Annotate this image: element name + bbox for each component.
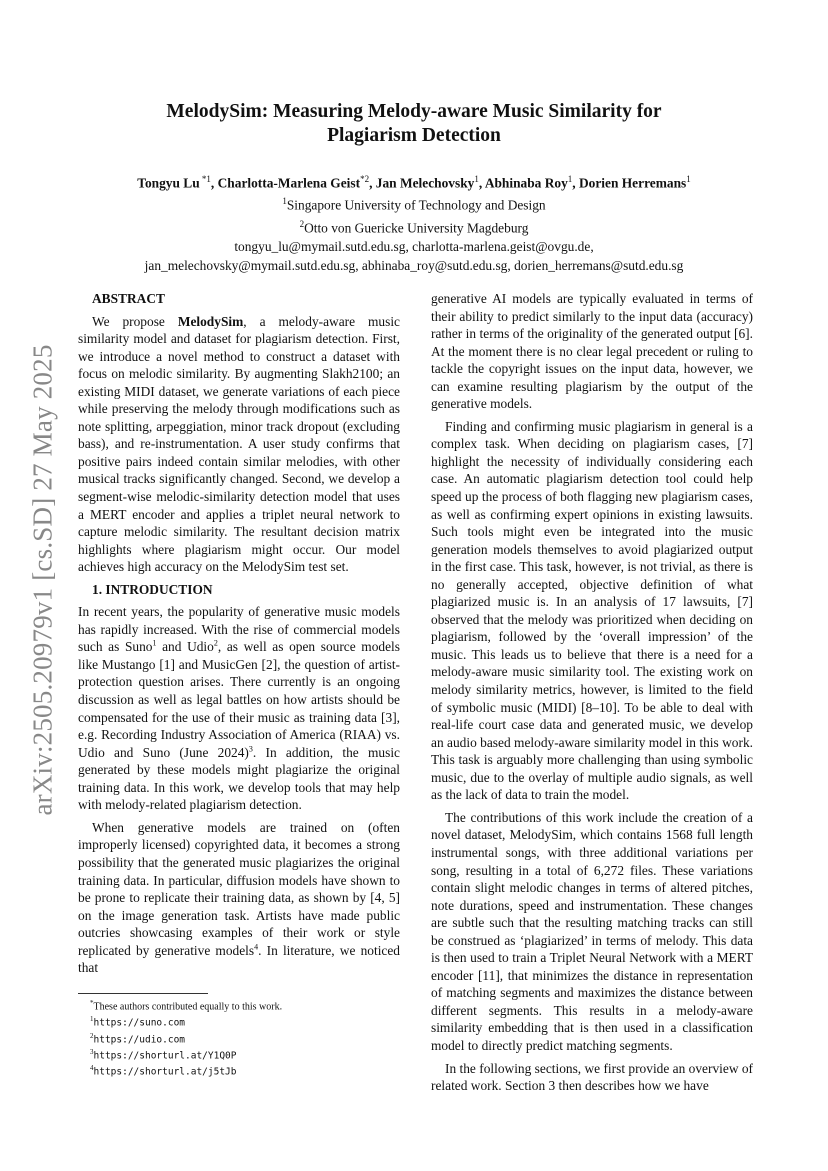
author-list: Tongyu Lu $^{*1}$, Charlotta-Marlena Geist$^{*2}$, Jan Melechovsky$^1$, Abhinaba Roy$^1$, Dorien Herremans$^1$ [137, 174, 691, 191]
arxiv-sidebar [18, 330, 68, 830]
author-mark: 1 [474, 174, 479, 184]
right-column [431, 290, 753, 1095]
introduction-heading: 1. INTRODUCTION [92, 581, 213, 597]
intro-paragraph-1: In recent years, the popularity of generative music models has rapidly increased. With the rise of commercial models such as Suno$^1$ and Udio$^2$, as well as open source models like Mustango [1] and MusicGen [2], the question of artist-protection question arises. There currently is an ongoing discussion as well as legal battles on how artists should be compensated for the use of their music as training data [3], e.g. Recording Industry Association of America (RIAA) vs. Udio and Suno (June 2024)$^3$. In addition, the music generated by these models might plagiarize the original training data. In this work, we develop tools that may help with melody-related plagiarism detection. [78, 604, 400, 813]
author-mark: 1 [567, 174, 573, 184]
intro-paragraph-3: Finding and confirming music plagiarism in general is a complex task. When deciding on plagiarism cases, [7] highlight the necessity of individually considering each case. An automatic plagiarism detection tool could help speed up the process of both flagging new plagiarism cases, as well as confirming expert opinions in existing lawsuits. Such tools might even be integrated into the music generation models themselves to avoid plagiarized output in the first case. This task, however, is not trivial, as there is no generally accepted, objective definition of what plagiarized music is. In an analysis of 17 lawsuits, [7] observed that the melody was prioritized when deciding on plagiarism, followed by the ‘overall impression’ of the music. This leads us to believe that there is a need for a melody-aware music similarity tool. The existing work on melody similarity metrics, however, is limited to the field of symbolic music (MIDI) [8–10]. To be able to deal with real-life court case data and generated music, we develop an audio based melody-aware similarity model in this work. This task is arguably more challenging than using symbolic music, due to the overlay of multiple audio signals, as well as the lack of data to train the model. [431, 418, 753, 803]
footnote-link[interactable]: https://suno.com [93, 1017, 186, 1029]
arxiv-identifier: arXiv:2505.20979v1 [cs.SD] 27 May 2025 [27, 344, 58, 816]
title-line-2: Plagiarism Detection [327, 125, 501, 146]
footnote-ref[interactable]: 4 [254, 942, 259, 952]
author-name: Abhinaba Roy [484, 175, 568, 191]
author-name: Dorien Herremans [579, 175, 687, 191]
affiliation-text: Otto von Guericke University Magdeburg [304, 220, 529, 236]
intro-paragraph-continued: generative AI models are typically evaluated in terms of their ability to predict similarly to the input data (accuracy) rather in terms of the originality of the generated output [6]. At the moment there is no clear legal precedent or ruling to tackle the copyright issues on the input data, however, we can examine resulting plagiarism by the output of the generative models. [431, 291, 753, 412]
left-column [78, 290, 400, 977]
footnote-item[interactable]: $^3$https://shorturl.at/Y1Q0P [90, 1047, 237, 1062]
intro-paragraph-5: In the following sections, we first provide an overview of related work. Section 3 then describes how we have [431, 1060, 753, 1094]
footnote-rule [78, 993, 208, 994]
title-line-1: MelodySim: Measuring Melody-aware Music Similarity for [166, 101, 662, 122]
author-name: Jan Melechovsky [375, 175, 475, 191]
affiliation-mark: 2 [299, 218, 305, 229]
footnote-link[interactable]: https://shorturl.at/Y1Q0P [93, 1050, 237, 1062]
paper-title [80, 100, 748, 148]
footnote-item[interactable]: $^4$https://shorturl.at/j5tJb [90, 1064, 237, 1078]
author-name: Tongyu Lu [137, 175, 200, 191]
footnotes [78, 993, 400, 1079]
footnote-item[interactable]: $^1$https://suno.com [90, 1015, 186, 1029]
footnote-ref[interactable]: 3 [248, 744, 253, 754]
affiliation-mark: 1 [282, 196, 287, 207]
footnote-ref[interactable]: 2 [213, 638, 218, 648]
footnote-link[interactable]: https://udio.com [93, 1033, 186, 1045]
intro-paragraph-2: When generative models are trained on (often improperly licensed) copyrighted data, it becomes a strong possibility that the generated music plagiarizes the original training data. In particular, diffusion models have shown to be prone to replicate their training data, as shown by [4, 5] on the image generation task. Artists have made public outcries showcasing examples of their work or style replicated by generative models$^4$. In literature, we noticed that [78, 819, 400, 976]
footnote-item: *These authors contributed equally to this work. [90, 999, 283, 1013]
author-block [80, 170, 748, 275]
author-mark: 1 [686, 174, 691, 184]
affiliation-1 [80, 192, 748, 214]
author-mark: *2 [360, 174, 370, 184]
author-name: Charlotta-Marlena Geist [217, 175, 361, 191]
intro-paragraph-4: The contributions of this work include the creation of a novel dataset, MelodySim, which contains 1568 full length instrumental songs, with three additional variations per song, resulting in a total of 6,272 files. These variations contain slight melodic changes in terms of altered pitches, note durations, speed and instrumentation. These changes are subtle such that the resulting matching tracks can still be construed as ‘plagiarized’ in terms of melody. This data is then used to train a Triplet Neural Network with a MERT encoder [11], that minimizes the distance in representation of matching segments and maximizes the distance between different segments. This results in a melody-aware similarity embedding that is then used in a classification model to directly predict matching segments. [431, 809, 753, 1053]
footnote-item[interactable]: $^2$https://udio.com [90, 1031, 186, 1045]
footnote-ref[interactable]: 1 [152, 638, 157, 648]
emails-line-2: jan_melechovsky@mymail.sutd.edu.sg, abhinaba_roy@sutd.edu.sg, dorien_herremans@sutd.edu.sg [144, 258, 684, 274]
model-name: MelodySim [177, 313, 244, 329]
footnote-link[interactable]: https://shorturl.at/j5tJb [93, 1066, 237, 1078]
author-mark: *1 [199, 174, 211, 184]
abstract-paragraph: We propose MelodySim, a melody-aware music similarity model and dataset for plagiarism detection. First, we introduce a novel method to construct a dataset with focus on melodic similarity. By augmenting Slakh2100; an existing MIDI dataset, we generate variations of each piece while preserving the melody through modifications such as note splitting, arpeggiation, minor track dropout (excluding bass), and re-instrumentation. A user study confirms that positive pairs indeed contain similar melodies, with other musical tracks significantly changed. Second, we develop a segment-wise melodic-similarity detection model that uses a MERT encoder and applies a triplet neural network to capture melodic similarity. The resultant decision matrix highlights where plagiarism might occur. Our model achieves high accuracy on the MelodySim test set. [78, 313, 400, 575]
affiliation-2 [80, 215, 748, 237]
affiliation-text: Singapore University of Technology and Design [286, 197, 546, 213]
emails-line-1: tongyu_lu@mymail.sutd.edu.sg, charlotta-marlena.geist@ovgu.de, [234, 239, 594, 255]
abstract-heading: ABSTRACT [92, 291, 165, 306]
